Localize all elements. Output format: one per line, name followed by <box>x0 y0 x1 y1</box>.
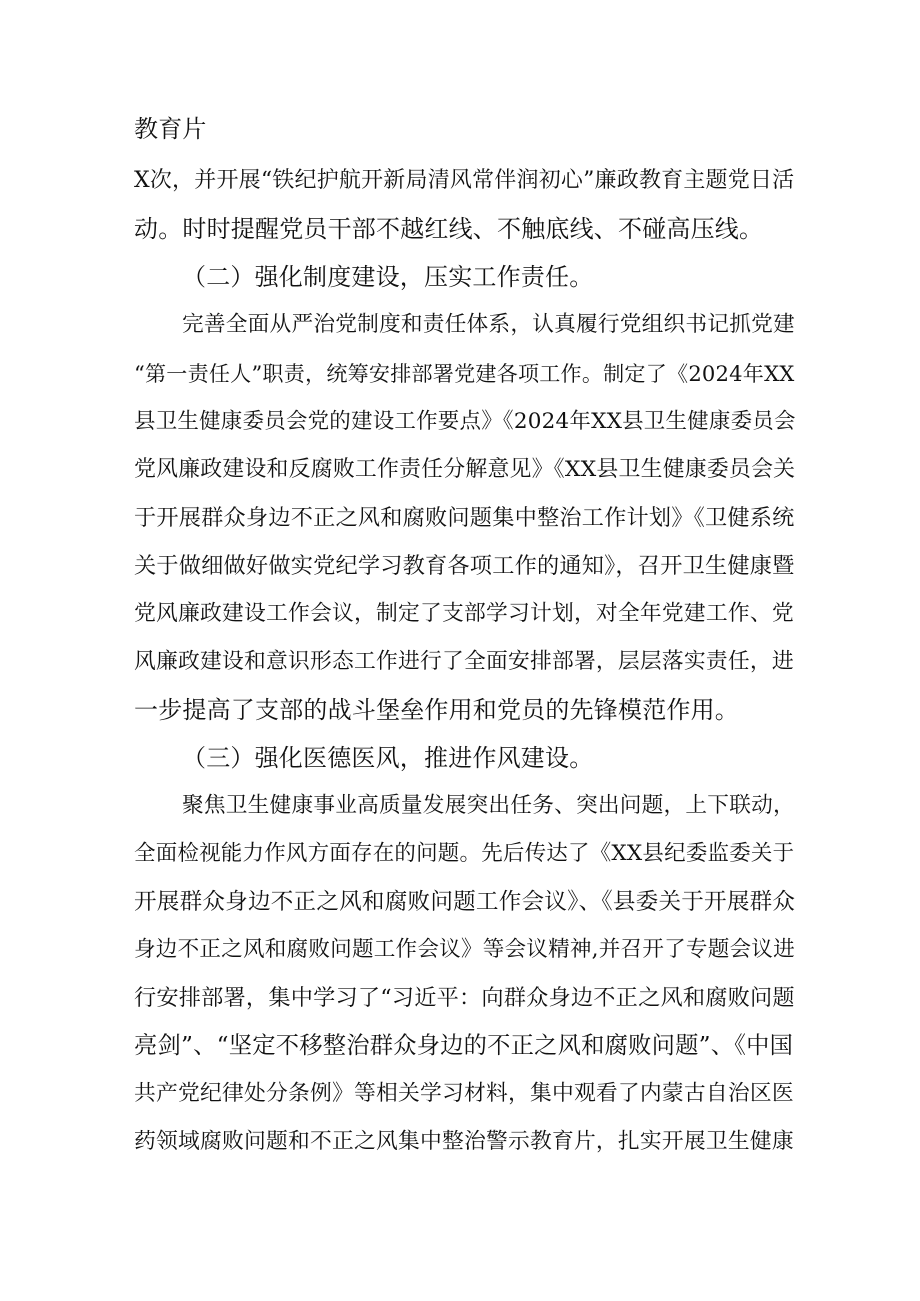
text-line: 于开展群众身边不正之风和腐败问题集中整治工作计划》《卫健系统 <box>134 505 795 531</box>
text-line: 教育片 <box>134 115 207 143</box>
text-line: 药领域腐败问题和不正之风集中整治警示教育片，扎实开展卫生健康 <box>134 1129 794 1154</box>
text-line: 身边不正之风和腐败问题工作会议》等会议精神,并召开了专题会议进 <box>134 937 795 962</box>
text-line: X次，并开展“铁纪护航开新局清风常伴润初心”廉政教育主题党日活 <box>134 168 795 193</box>
text-line: 一步提高了支部的战斗堡垒作用和党员的先锋模范作用。 <box>134 696 739 724</box>
text-line: 亮剑”、“坚定不移整治群众身边的不正之风和腐败问题”、《中国 <box>134 1032 794 1059</box>
text-line: 党风廉政建设工作会议，制定了支部学习计划，对全年党建工作、党 <box>134 601 794 626</box>
section-heading: （三）强化医德医风，推进作风建设。 <box>182 744 594 772</box>
text-line: 县卫生健康委员会党的建设工作要点》《2024年XX县卫生健康委员会 <box>134 409 796 434</box>
text-line: 共产党纪律处分条例》等相关学习材料，集中观看了内蒙古自治区医 <box>134 1081 794 1106</box>
text-line: 聚焦卫生健康事业高质量发展突出任务、突出问题，上下联动， <box>182 793 795 818</box>
text-line: 党风廉政建设和反腐败工作责任分解意见》《XX县卫生健康委员会关 <box>134 457 796 482</box>
text-line: “第一责任人”职责，统筹安排部署党建各项工作。制定了《2024年XX <box>134 361 795 386</box>
section-heading: （二）强化制度建设，压实工作责任。 <box>182 263 594 291</box>
text-line: 全面检视能力作风方面存在的问题。先后传达了《XX县纪委监委关于 <box>134 841 795 866</box>
text-line: 行安排部署，集中学习了“习近平：向群众身边不正之风和腐败问题 <box>134 985 795 1011</box>
text-line: 开展群众身边不正之风和腐败问题工作会议》、《县委关于开展群众 <box>134 889 796 915</box>
text-line: 风廉政建设和意识形态工作进行了全面安排部署，层层落实责任，进 <box>134 649 794 674</box>
text-line: 动。时时提醒党员干部不越红线、不触底线、不碰高压线。 <box>134 215 764 243</box>
text-line: 完善全面从严治党制度和责任体系，认真履行党组织书记抓党建 <box>182 312 795 337</box>
text-line: 关于做细做好做实党纪学习教育各项工作的通知》，召开卫生健康暨 <box>134 553 795 579</box>
